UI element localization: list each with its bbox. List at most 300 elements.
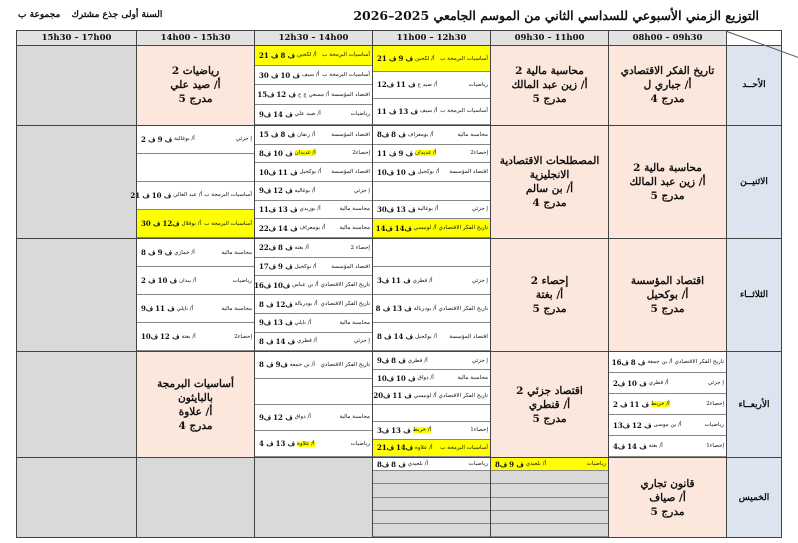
room-label: ف 10 — [280, 70, 300, 80]
module-name: محاسبة مالية — [457, 131, 488, 138]
room-label: ف 14 — [393, 332, 414, 342]
group-session-row — [373, 99, 490, 125]
room-label: ف 10 — [396, 373, 416, 383]
group-session-row — [255, 46, 372, 66]
professor-name: أ/ بومعراف — [299, 225, 326, 232]
module-name: إحصاء2 — [352, 150, 370, 157]
timetable-body — [17, 46, 782, 538]
lecture-line: محاسبة مالية 2 — [633, 161, 702, 174]
group-session-row — [373, 163, 490, 182]
module-name: أساسيات البرمجة ب — [440, 108, 488, 115]
group-session-row — [373, 126, 490, 145]
lecture-line: مدرج 5 — [532, 303, 567, 316]
day-label: الاثنيــن — [727, 125, 782, 238]
professor-name: أ/ قطري — [407, 357, 428, 364]
module-name: إحصاء1 — [706, 443, 724, 450]
lecture-line: مدرج 5 — [532, 412, 567, 425]
day-label: الأربعــاء — [727, 352, 782, 458]
corner-cell — [727, 31, 782, 46]
group-session-row — [255, 276, 372, 295]
module-name: اقتصاد المؤسسة — [331, 131, 370, 138]
day-label: الثلاثــاء — [727, 239, 782, 352]
time-slot-header: 09h30 – 11h00 — [491, 31, 609, 46]
group-session-row — [137, 126, 254, 154]
group-session-row — [255, 145, 372, 164]
group-list — [130, 126, 254, 238]
group-session-row — [609, 415, 726, 436]
lecture-line: قانون تجاري — [640, 477, 695, 490]
room-label: ف 8 — [278, 243, 293, 253]
empty-slot — [255, 458, 373, 538]
lecture-line: مدرج 5 — [178, 93, 213, 106]
group-list — [255, 46, 372, 125]
page-title: التوزيع الزمني الأسبوعي للسداسي الثاني من الموسم الجامعي 2025–2026 — [353, 8, 759, 23]
group-session-row — [255, 379, 372, 405]
room-label: ف 9 — [157, 134, 173, 144]
module-name: إ جزئي — [471, 357, 488, 364]
room-label: ف 10 — [151, 190, 172, 200]
group-code: ف 8 — [377, 332, 392, 342]
group-session-row — [255, 219, 372, 238]
group-list-cell — [130, 125, 255, 238]
room-label: ف 13 — [275, 439, 296, 449]
room-label: ف 12 — [632, 420, 652, 430]
professor-name: أ/ دواق — [294, 414, 311, 421]
lecture-cell — [491, 46, 609, 126]
group-list — [255, 352, 372, 457]
group-session-row — [609, 352, 726, 373]
group-code: ف21 — [377, 443, 395, 453]
module-name: إحصاء2 — [470, 150, 488, 157]
group-list-cell — [609, 352, 727, 458]
group-session-row — [255, 182, 372, 201]
group-code: ف30 — [377, 204, 395, 214]
room-label: ف14 — [394, 223, 412, 233]
module-name: إ جزئي — [235, 136, 252, 143]
module-name: إ جزئي — [353, 338, 370, 345]
group-session-row — [609, 394, 726, 415]
module-name: إ جزئي — [471, 277, 488, 284]
group-code: ف3 — [377, 425, 390, 435]
room-label: ف 11 — [396, 80, 416, 90]
professor-name: أ/ خربط — [651, 401, 670, 408]
group-code: ف13 — [613, 420, 631, 430]
lecture-cell — [137, 46, 255, 126]
group-session-row — [255, 405, 372, 431]
room-label: ف 9 — [157, 248, 173, 258]
professor-name: أ/ بوغالية — [174, 136, 195, 143]
group-list — [373, 46, 490, 125]
group-code: ف 11 — [377, 106, 397, 116]
group-code: ف11 — [259, 204, 277, 214]
group-code: ف12 — [377, 80, 395, 90]
module-name: إحصاء1 — [470, 427, 488, 434]
professor-name: أ/ نايلي — [176, 305, 194, 312]
lecture-line: تاريخ الفكر الاقتصادي — [620, 65, 715, 78]
timetable — [16, 30, 782, 538]
group-code: ف 2 — [613, 399, 628, 409]
group-code: ف 8 — [259, 299, 274, 309]
professor-name: أ/ غديدان — [294, 150, 316, 157]
group-code: ف 15 — [259, 130, 279, 140]
professor-name: أ/ سيف — [301, 72, 320, 79]
module-name: اقتصاد المؤسسة — [449, 169, 488, 176]
lecture-line: مدرج 5 — [650, 303, 685, 316]
module-name: رياضيات — [468, 81, 488, 88]
group-session-row — [373, 484, 490, 497]
group-session-row — [491, 511, 608, 524]
group-session-row — [255, 66, 372, 86]
empty-slot — [137, 458, 255, 538]
level-label: السنة أولى جذع مشترك — [71, 10, 163, 20]
room-label: ف 9 — [398, 148, 414, 158]
group-label: مجموعة — [29, 10, 61, 20]
lecture-line: مدرج 4 — [178, 419, 213, 432]
lecture-line: أ/ صيد علي — [170, 79, 221, 92]
time-slot-header: 08h00 – 09h30 — [609, 31, 727, 46]
group-code: ف9 — [259, 318, 272, 328]
lecture-line: أساسيات البرمجة — [157, 377, 234, 390]
professor-name: أ/ سيف — [419, 108, 438, 115]
group-session-row — [373, 182, 490, 201]
room-label: ف 8 — [630, 357, 646, 367]
day-row — [17, 239, 782, 352]
group-session-row — [609, 436, 726, 457]
lecture-line: محاسبة مالية 2 — [515, 65, 584, 78]
module-name: محاسبة مالية — [339, 319, 370, 326]
group-code: ف17 — [259, 262, 277, 272]
group-list-cell — [137, 239, 255, 352]
group-list-cell — [373, 46, 491, 126]
group-code: ف10 — [141, 332, 159, 342]
group-session-row — [137, 210, 254, 238]
module-name: رياضيات — [586, 461, 606, 468]
group-code: ف 8 — [259, 360, 274, 370]
lecture-line: مدرج 4 — [650, 93, 685, 106]
module-name: تاريخ الفكر الاقتصادي — [674, 359, 724, 366]
lecture-line: مدرج 5 — [532, 93, 567, 106]
group-session-row — [373, 239, 490, 267]
professor-name: أ/ لونيسي — [413, 225, 437, 232]
room-label: ف 8 — [391, 356, 406, 366]
group-code: ف22 — [259, 223, 277, 233]
day-label: الأحــد — [727, 46, 782, 126]
module-name: أساسيات البرمجة ب — [440, 444, 488, 451]
room-label: ف 13 — [398, 106, 418, 116]
group-list-cell — [255, 125, 373, 238]
group-session-row — [373, 267, 490, 295]
room-label: ف 11 — [155, 304, 175, 314]
group-session-row — [137, 154, 254, 182]
professor-name: أ/ بلعيدي — [525, 461, 547, 468]
day-row — [17, 125, 782, 238]
professor-name: أ/ لكحين — [297, 52, 317, 59]
room-label: ف 8 — [391, 459, 406, 469]
module-name: محاسبة مالية — [457, 375, 488, 382]
module-name: محاسبة مالية — [339, 225, 370, 232]
page-header — [0, 0, 787, 30]
group-list — [373, 239, 490, 351]
module-name: رياضيات — [468, 461, 488, 468]
group-code: ف 8 — [141, 248, 156, 258]
group-code: ف20 — [373, 391, 391, 400]
module-name: تاريخ الفكر الاقتصادي — [320, 282, 370, 289]
group-code: ف8 — [377, 130, 390, 140]
group-list — [137, 239, 254, 351]
module-name: رياضيات — [350, 111, 370, 118]
module-name: اقتصاد المؤسسة — [331, 169, 370, 176]
lecture-line: أ/ علاوة — [178, 405, 213, 418]
professor-name: أ/ بغتة — [181, 333, 196, 340]
group-session-row — [373, 440, 490, 457]
group-code: ف 21 — [377, 54, 397, 64]
group-session-row — [609, 373, 726, 394]
group-list — [255, 126, 372, 238]
group-list — [373, 458, 490, 537]
day-label: الخميس — [727, 458, 782, 538]
module-name: أساسيات البرمجة ب — [204, 220, 252, 227]
group-code: ف 8 — [259, 336, 274, 346]
professor-name: أ/ بغتة — [648, 443, 663, 450]
group-code: ف8 — [259, 148, 272, 158]
room-label: ف12 — [162, 219, 180, 229]
lecture-line: اقتصاد المؤسسة — [630, 275, 705, 288]
room-label: ف 11 — [629, 399, 650, 409]
professor-name: أ/ لكحين — [415, 55, 435, 62]
module-name: رياضيات — [704, 422, 724, 429]
professor-name: أ/ بن جمعة — [647, 359, 673, 366]
group-session-row — [130, 182, 254, 210]
group-code: ف 30 — [259, 70, 279, 80]
room-label: ف 13 — [391, 425, 411, 435]
module-name: أساسيات البرمجة ب — [204, 192, 252, 199]
professor-name: أ/ بودربالة — [294, 301, 318, 308]
room-label: ف 12 — [160, 332, 180, 342]
group-session-row — [373, 511, 490, 524]
group-list-cell — [255, 352, 373, 458]
group-code: ف4 — [613, 441, 626, 451]
lecture-line: مدرج 4 — [532, 196, 567, 209]
professor-name: أ/ بلعيدي — [407, 461, 429, 468]
group-list — [373, 126, 490, 238]
group-session-row — [255, 105, 372, 125]
group-code: ف10 — [377, 373, 395, 383]
group-list-cell — [373, 352, 491, 458]
group-code: ف9 — [259, 109, 272, 119]
room-label: ف10 — [273, 280, 291, 290]
group-session-row — [373, 201, 490, 220]
professor-name: أ/ بوغالية — [417, 206, 439, 213]
lecture-cell — [609, 239, 727, 352]
room-label: ف 14 — [627, 441, 647, 451]
group-list-cell — [373, 239, 491, 352]
room-label: ف 10 — [396, 167, 416, 177]
group-session-row — [491, 524, 608, 537]
group-list — [255, 239, 372, 351]
group-value: ب — [18, 10, 27, 20]
professor-name: أ/ نايلي — [294, 319, 312, 326]
time-header-row — [17, 31, 782, 46]
group-code: ف15 — [257, 90, 275, 100]
professor-name: أ/ قطري — [297, 338, 317, 345]
group-code: ف 2 — [141, 276, 156, 286]
group-code: ف3 — [377, 276, 390, 286]
professor-name: أ/ صيد علي — [294, 111, 321, 118]
module-name: محاسبة مالية — [339, 414, 370, 421]
lecture-line: إحصاء 2 — [530, 275, 569, 288]
room-label: ف 9 — [398, 54, 414, 64]
group-session-row — [373, 72, 490, 98]
professor-name: أ/ عبد العالي — [173, 192, 203, 199]
group-code: ف9 — [377, 356, 390, 366]
room-label: ف 12 — [276, 90, 296, 100]
professor-name: أ/ بن عباس — [292, 282, 319, 289]
lecture-line: أ/ زين عبد المالك — [629, 175, 706, 188]
professor-name: أ/ مسعي ج ح — [297, 91, 330, 98]
time-slot-header: 12h30 – 14h00 — [255, 31, 373, 46]
lecture-line: أ/ قنطري — [528, 398, 571, 411]
lecture-line: أ/ زين عبد المالك — [511, 79, 588, 92]
group-code: ف 4 — [259, 439, 274, 449]
group-code: ف 21 — [259, 50, 279, 60]
group-code: ف8 — [495, 459, 508, 469]
professor-name: أ/ صيد ع — [417, 81, 438, 88]
room-label: ف 12 — [273, 412, 293, 422]
group-session-row — [255, 239, 372, 258]
group-list-cell — [255, 46, 373, 126]
empty-slot — [17, 458, 137, 538]
lecture-cell — [491, 352, 609, 458]
professor-name: أ/ غديدان — [415, 150, 437, 157]
professor-name: أ/ يبدان — [179, 277, 197, 284]
module-name: أساسيات البرمجة ب — [322, 72, 370, 79]
group-session-row — [373, 219, 490, 238]
room-label: ف 8 — [391, 130, 406, 140]
group-session-row — [373, 422, 490, 439]
time-slot-header: 11h00 – 12h30 — [373, 31, 491, 46]
group-list-cell — [255, 239, 373, 352]
professor-name: أ/ بوزيدي — [299, 206, 321, 213]
professor-name: أ/ بن جمعة — [289, 361, 315, 368]
group-session-row — [373, 370, 490, 387]
group-session-row — [373, 524, 490, 537]
group-session-row — [491, 458, 608, 471]
lecture-line: اقتصاد جزئي 2 — [516, 384, 583, 397]
group-code: ف 11 — [377, 148, 397, 158]
lecture-cell — [491, 239, 609, 352]
group-code: ف10 — [377, 167, 395, 177]
group-session-row — [255, 85, 372, 105]
lecture-line: أ/ بن سالم — [525, 182, 574, 195]
room-label: ف14 — [396, 443, 414, 453]
group-list — [491, 458, 608, 537]
room-label: ف9 — [275, 360, 288, 370]
group-session-row — [373, 387, 490, 404]
group-code: ف22 — [259, 243, 277, 253]
lecture-line: أ/ بغتة — [535, 289, 564, 302]
group-session-row — [255, 126, 372, 145]
room-label: ف 10 — [273, 148, 293, 158]
empty-slot — [17, 352, 137, 458]
group-session-row — [373, 405, 490, 422]
group-session-row — [137, 323, 254, 351]
group-session-row — [255, 314, 372, 333]
module-name: تاريخ الفكر الاقتصادي — [438, 305, 488, 312]
module-name: محاسبة مالية — [221, 305, 252, 312]
group-list-cell — [373, 458, 491, 538]
group-session-row — [255, 295, 372, 314]
lecture-line: أ/ جباري ل — [643, 79, 692, 92]
professor-name: أ/ بوكحيل — [299, 169, 322, 176]
group-session-row — [255, 352, 372, 378]
room-label: ف 14 — [278, 223, 298, 233]
group-session-row — [255, 333, 372, 352]
module-name: محاسبة مالية — [221, 249, 252, 256]
group-list — [609, 352, 726, 457]
group-session-row — [373, 295, 490, 323]
group-session-row — [137, 239, 254, 267]
group-code: ف 30 — [141, 219, 161, 229]
room-label: ف 10 — [627, 378, 647, 388]
module-name: تاريخ الفكر الاقتصادي — [438, 392, 488, 399]
lecture-cell — [491, 125, 609, 238]
lecture-line: الانجليزية — [529, 168, 570, 181]
group-session-row — [137, 267, 254, 295]
group-session-row — [255, 201, 372, 220]
module-name: رياضيات — [350, 440, 370, 447]
group-code: ف16 — [611, 357, 629, 367]
group-session-row — [373, 352, 490, 369]
room-label: ف 9 — [509, 459, 524, 469]
lecture-line: مدرج 5 — [650, 505, 685, 518]
professor-name: أ/ علاوة — [415, 444, 433, 451]
group-session-row — [255, 163, 372, 182]
group-code: ف 21 — [130, 190, 150, 200]
empty-slot — [17, 125, 137, 238]
lecture-line: المصطلحات الاقتصادية — [499, 154, 600, 167]
empty-slot — [17, 46, 137, 126]
professor-name: أ/ قطري — [412, 277, 433, 284]
module-name: إ جزئي — [471, 206, 488, 213]
room-label: ف 14 — [273, 109, 293, 119]
module-name: إحصاء2 — [234, 333, 252, 340]
group-session-row — [491, 471, 608, 484]
module-name: إ جزئي — [707, 380, 724, 387]
lecture-line: بالبايثون — [178, 391, 213, 404]
module-name: إ جزئي — [353, 187, 370, 194]
professor-name: أ/ خمازي — [174, 249, 195, 256]
time-slot-header: 14h00 – 15h30 — [137, 31, 255, 46]
group-session-row — [373, 323, 490, 351]
lecture-cell — [609, 46, 727, 126]
professor-name: أ/ علاوة — [297, 440, 315, 447]
group-code: ف 2 — [141, 134, 156, 144]
professor-name: أ/ قطري — [648, 380, 669, 387]
lecture-cell — [137, 352, 255, 458]
professor-name: أ/ لونيسي — [413, 392, 437, 399]
lecture-line: رياضيات 2 — [171, 65, 220, 78]
room-label: ف 12 — [273, 186, 293, 196]
professor-name: أ/ بن موسى — [653, 422, 682, 429]
module-name: أساسيات البرمجة ب — [322, 52, 370, 59]
module-name: تاريخ الفكر الاقتصادي — [320, 361, 370, 368]
day-row — [17, 458, 782, 538]
group-session-row — [491, 484, 608, 497]
lecture-line: مدرج 5 — [650, 189, 685, 202]
room-label: ف 11 — [391, 276, 411, 286]
module-name: إحصاء2 — [706, 401, 724, 408]
lecture-line: أ/ صياف — [649, 491, 686, 504]
